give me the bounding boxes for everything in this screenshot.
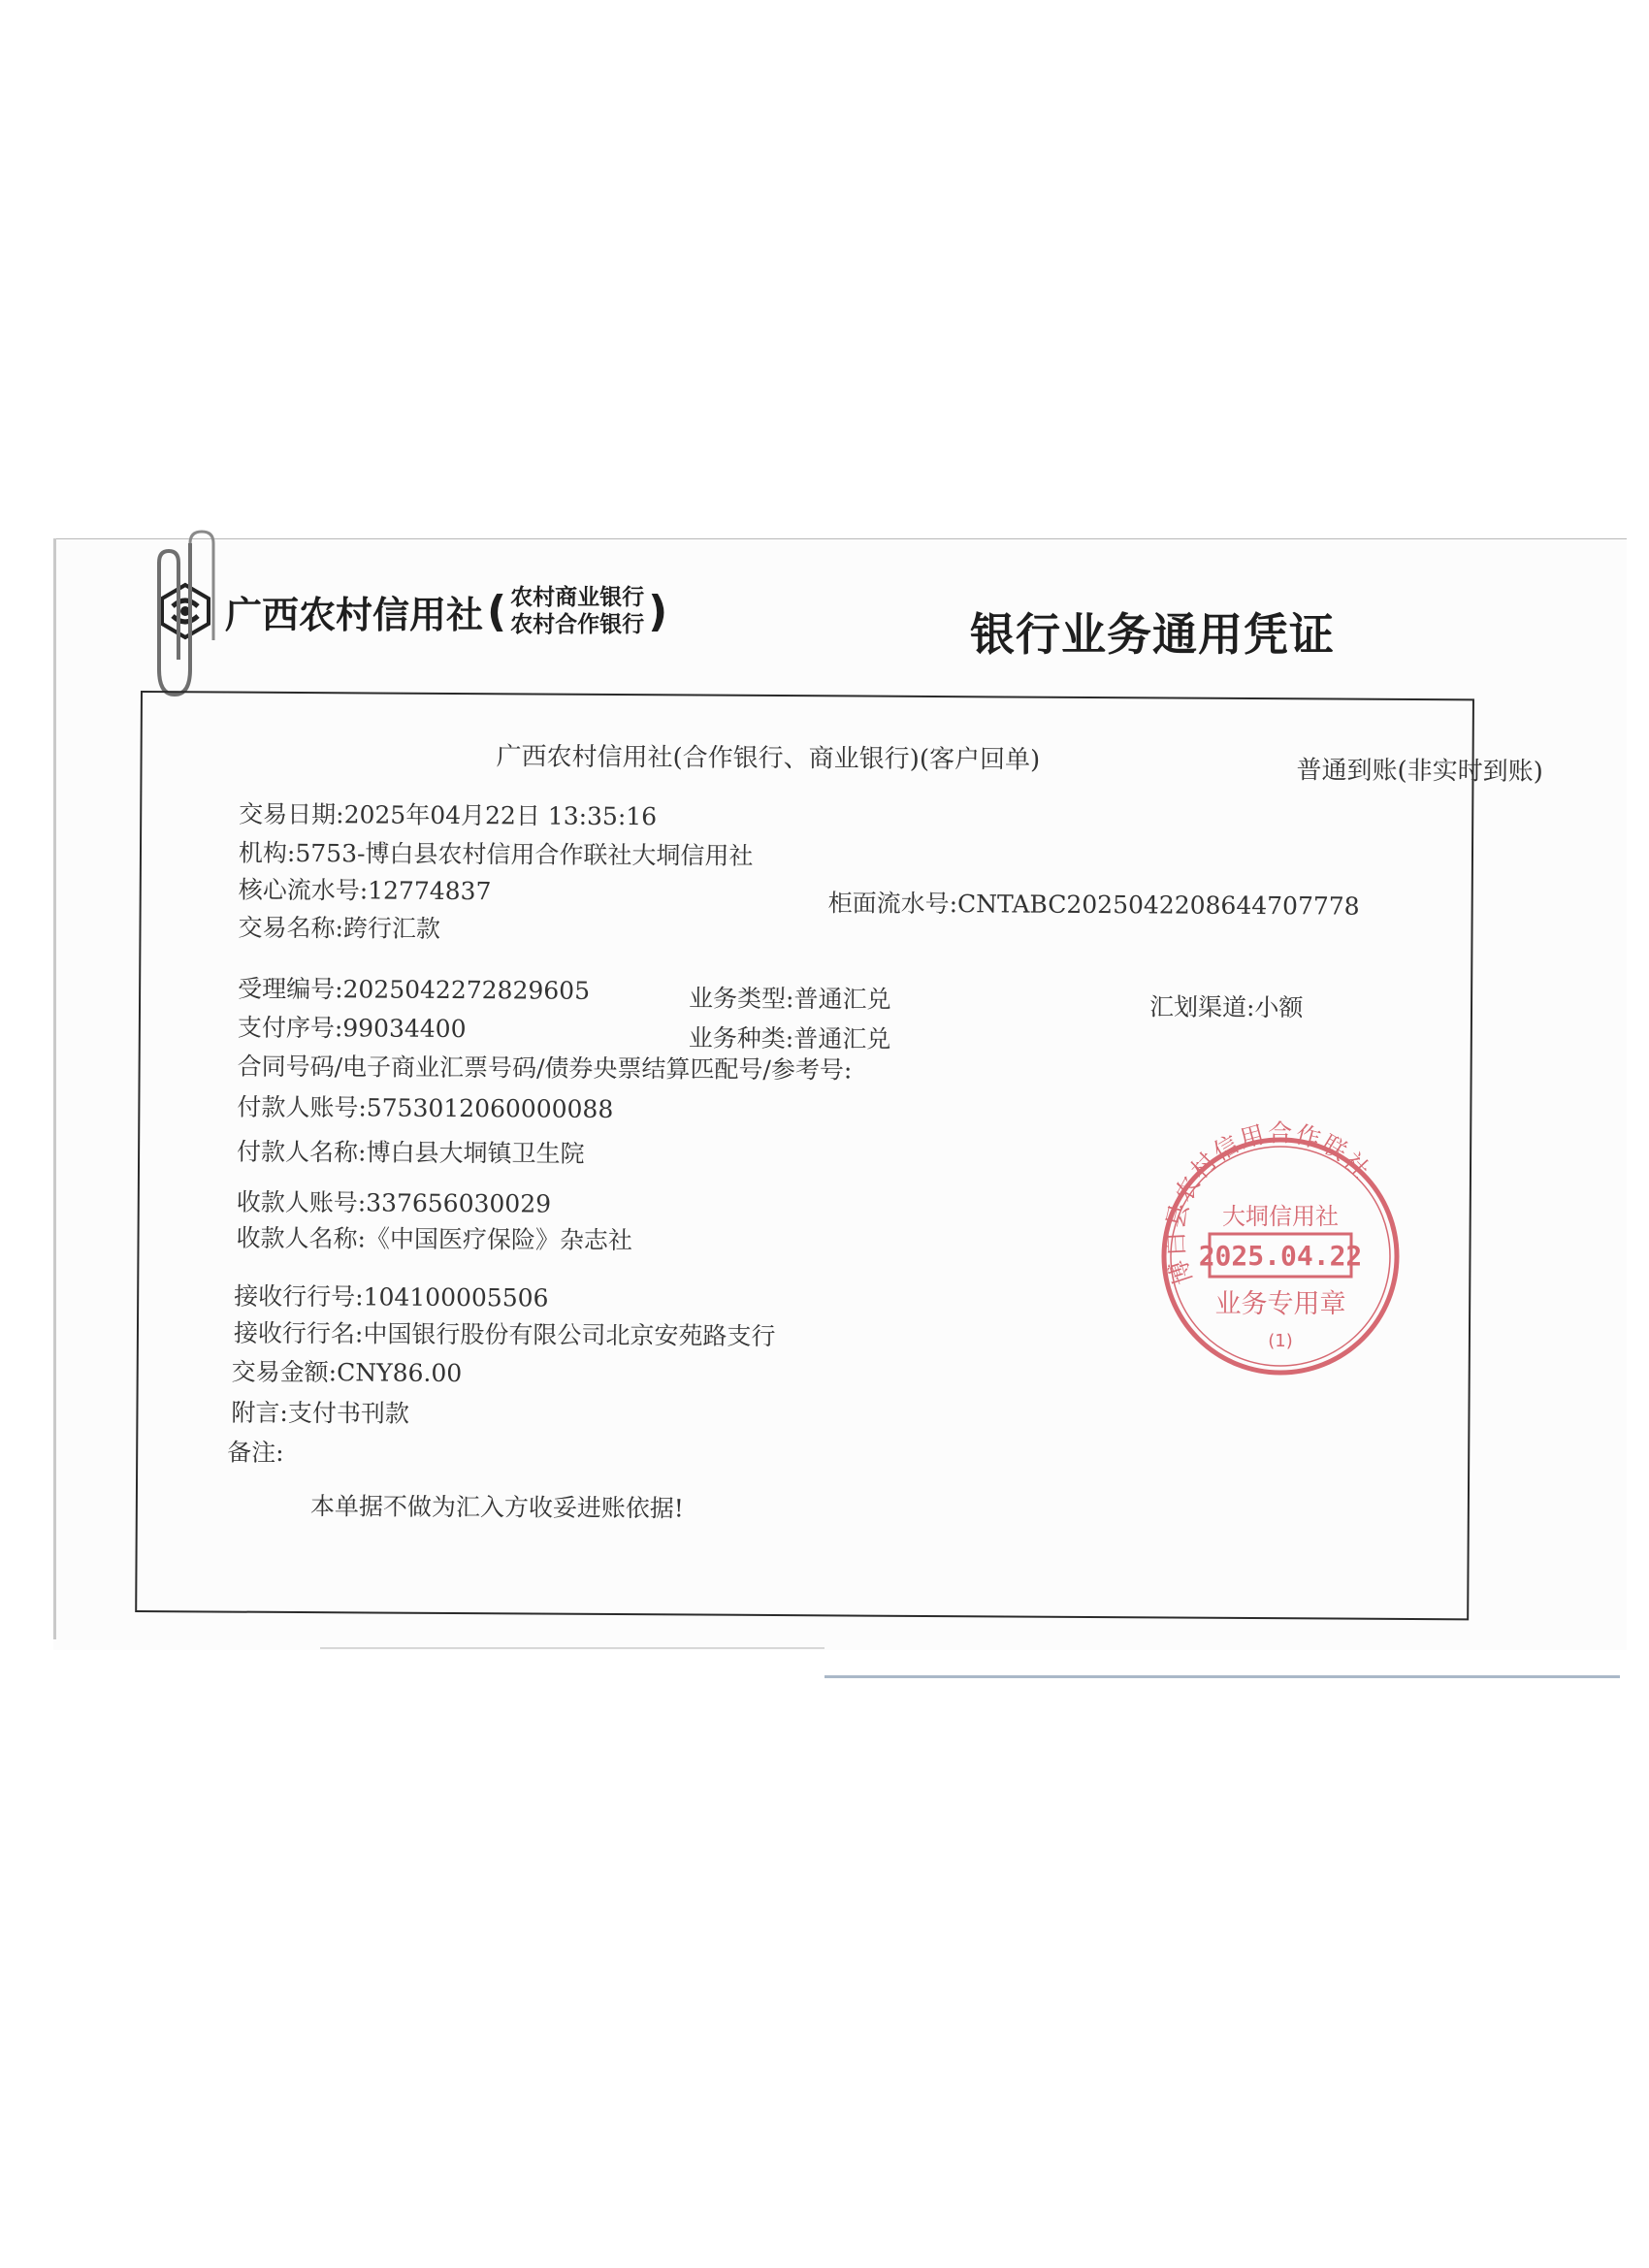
bracket-open: ( (487, 586, 507, 636)
official-seal (1149, 1116, 1411, 1397)
arrival-type: 普通到账(非实时到账) (1296, 756, 1543, 787)
bank-brand (155, 572, 671, 650)
bank-subtitle-line-1: 农村商业银行 (510, 585, 645, 610)
paper-clip-icon (146, 524, 223, 718)
transfer-channel: 汇划渠道:小额 (1148, 992, 1304, 1022)
paper-edge (53, 538, 56, 1639)
remark: 备注: (227, 1438, 284, 1467)
payer-account: 付款人账号:5753012060000088 (237, 1092, 614, 1123)
document-title: 银行业务通用凭证 (970, 608, 1335, 661)
bank-name: 广西农村信用社 (225, 593, 484, 636)
receipt-title: 广西农村信用社(合作银行、商业银行)(客户回单) (496, 742, 1041, 775)
bank-subtitle-line-2: 农村合作银行 (510, 612, 645, 637)
payer-name: 付款人名称:博白县大垌镇卫生院 (237, 1137, 585, 1168)
contract-ref-no: 合同号码/电子商业汇票号码/债券央票结算匹配号/参考号: (237, 1052, 853, 1085)
core-serial-no: 核心流水号:12774837 (238, 875, 492, 906)
receiving-bank-name: 接收行行名:中国银行股份有限公司北京安苑路支行 (233, 1318, 776, 1351)
seal-outer-text: 博白县农村信用合作联社 (1160, 1118, 1376, 1288)
business-type: 业务类型:普通汇兑 (688, 984, 891, 1014)
seal-date: 2025.04.22 (1198, 1240, 1363, 1272)
payment-seq-no: 支付序号:99034400 (237, 1013, 467, 1044)
postscript: 附言:支付书刊款 (231, 1398, 409, 1428)
seal-use-text: 业务专用章 (1214, 1289, 1346, 1319)
payee-account: 收款人账号:337656030029 (236, 1187, 552, 1218)
trade-name: 交易名称:跨行汇款 (238, 913, 441, 943)
accept-no: 受理编号:2025042272829605 (238, 974, 591, 1005)
payee-name: 收款人名称:《中国医疗保险》杂志社 (236, 1223, 633, 1255)
disclaimer: 本单据不做为汇入方收妥进账依据! (309, 1492, 685, 1523)
receiving-bank-no: 接收行行号:104100005506 (234, 1281, 549, 1312)
trade-date: 交易日期:2025年04月22日 13:35:16 (239, 799, 658, 831)
paper-edge (824, 1675, 1620, 1678)
bank-subtitle (510, 584, 644, 638)
seal-number: (1) (1268, 1331, 1293, 1351)
paper-edge (320, 1647, 824, 1649)
transaction-amount: 交易金额:CNY86.00 (231, 1357, 463, 1388)
institution: 机构:5753-博白县农村信用合作联社大垌信用社 (238, 838, 754, 870)
counter-serial-no: 柜面流水号:CNTABC2025042208644707778 (827, 889, 1360, 921)
bracket-close: ) (648, 586, 668, 636)
business-kind: 业务种类:普通汇兑 (688, 1023, 891, 1053)
seal-branch-text: 大垌信用社 (1222, 1203, 1339, 1230)
